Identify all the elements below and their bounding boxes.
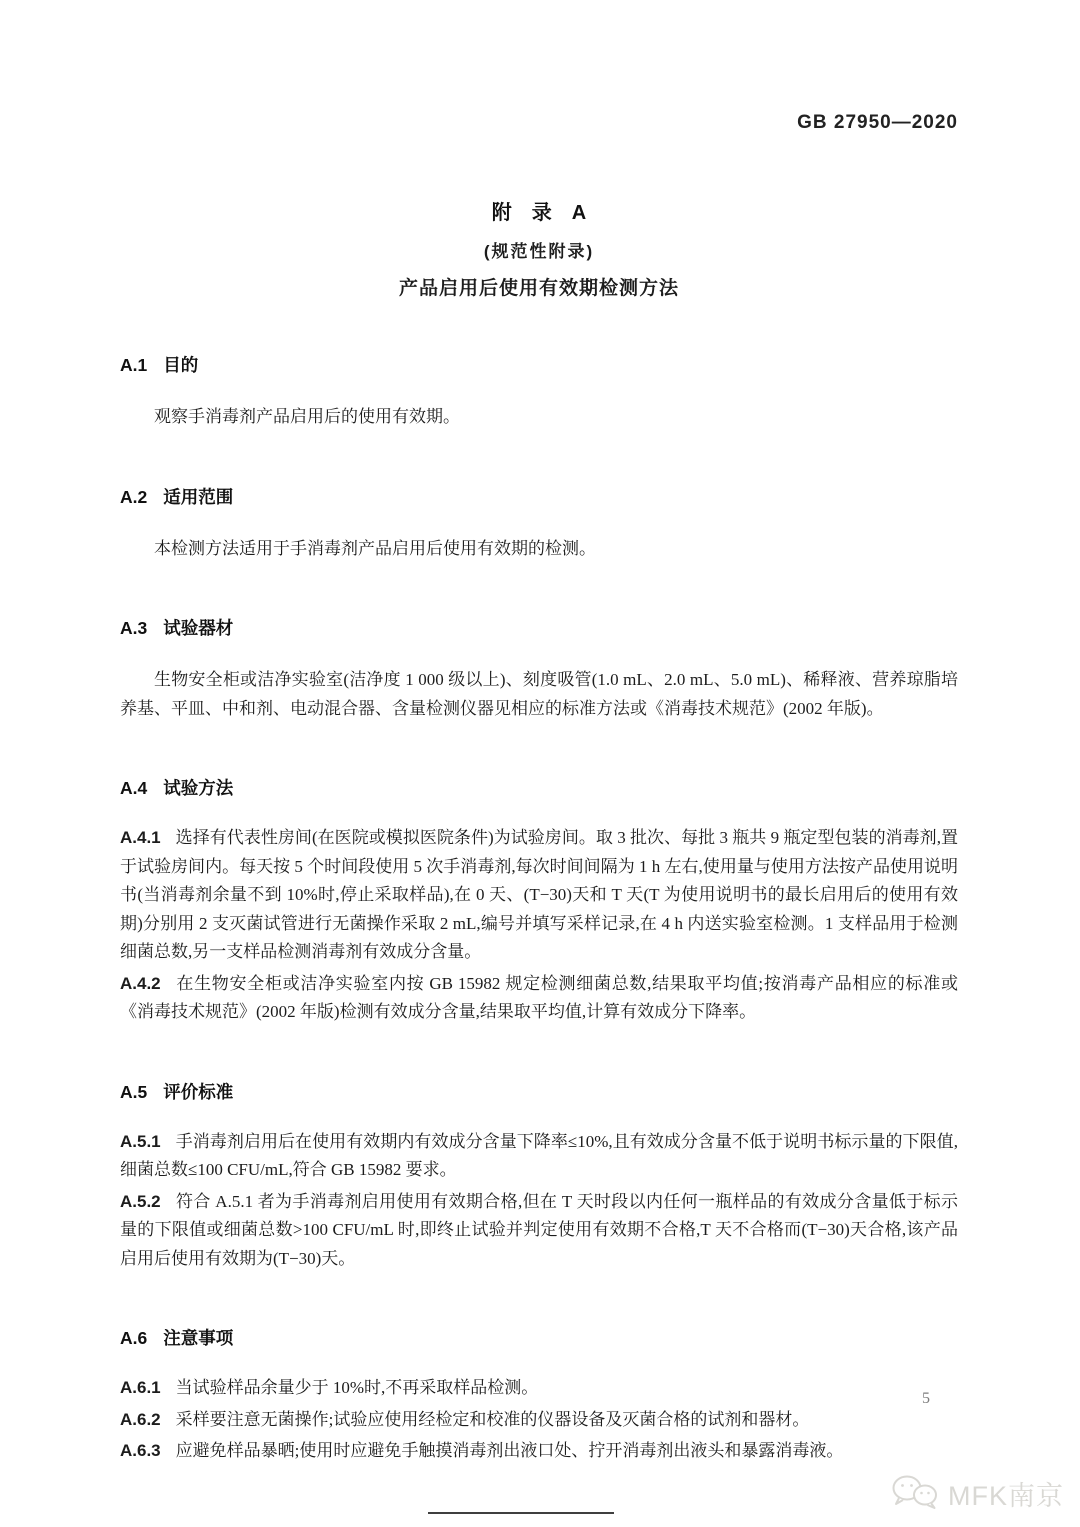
watermark-text: MFK南京 (948, 1480, 1064, 1511)
section-heading-a1 (120, 352, 958, 377)
section-label: A.1 (120, 355, 148, 375)
clause-text: 采样要注意无菌操作;试验应使用经检定和校准的仪器设备及灭菌合格的试剂和器材。 (175, 1409, 810, 1429)
clause-text: 当试验样品余量少于 10%时,不再采取样品检测。 (175, 1378, 539, 1397)
clause-label: A.5.2 (120, 1191, 161, 1211)
clause-text: 选择有代表性房间(在医院或模拟医院条件)为试验房间。取 3 批次、每批 3 瓶共 9 瓶定型包装的消毒剂,置于试验房间内。每天按 5 个时间段使用 5 次手消毒剂,每次时间间隔为 1 h 左右,使用量与使用方法按产品使用说明书(当消毒剂余量不到 10%时,停止采取样品),在 0 天、(T−30)天和 T 天(T 为使用说明书的最长启用后的使用有效期)分别用 2 支灭菌试管进行无菌操作采取 2 mL,编号并填写采样记录,在 4 h 内送实验室检测。1 支样品用于检测细菌总数,另一支样品检测消毒剂有效成分含量。 (120, 828, 958, 961)
section-title: 适用范围 (163, 486, 234, 507)
clause-a52 (120, 1188, 958, 1274)
clause-a42 (120, 970, 958, 1027)
section-heading-a4 (120, 775, 958, 800)
clause-a63 (120, 1437, 958, 1466)
watermark (890, 1473, 1064, 1513)
paragraph: 观察手消毒剂产品启用后的使用有效期。 (154, 407, 460, 426)
paragraph: 生物安全柜或洁净实验室(洁净度 1 000 级以上)、刻度吸管(1.0 mL、2.0 mL、5.0 mL)、稀释液、营养琼脂培养基、平皿、中和剂、电动混合器、含量检测仪器见相应的标准方法或《消毒技术规范》(2002 年版)。 (120, 670, 958, 718)
section-label: A.4 (120, 778, 148, 798)
section-label: A.6 (120, 1328, 148, 1348)
section-title: 注意事项 (163, 1328, 234, 1348)
clause-label: A.6.2 (120, 1409, 161, 1429)
section-heading-a2 (120, 484, 958, 509)
clause-label: A.6.1 (120, 1378, 161, 1397)
clause-text: 手消毒剂启用后在使用有效期内有效成分含量下降率≤10%,且有效成分含量不低于说明书标示量的下限值,细菌总数≤100 CFU/mL,符合 GB 15982 要求。 (120, 1131, 958, 1179)
section-label: A.5 (120, 1081, 148, 1102)
appendix-title: 附 录 A (491, 202, 587, 224)
appendix-subtitle: (规范性附录) (483, 242, 595, 261)
end-of-text-divider (428, 1512, 614, 1514)
wechat-icon (890, 1473, 942, 1513)
clause-a61 (120, 1374, 958, 1403)
section-title: 试验方法 (163, 778, 234, 798)
clause-a62 (120, 1406, 958, 1435)
clause-group-a6 (120, 1374, 958, 1466)
page-number: 5 (922, 1390, 930, 1407)
section-label: A.3 (120, 618, 148, 638)
clause-label: A.4.1 (120, 828, 161, 847)
clause-label: A.5.1 (120, 1131, 161, 1151)
section-heading-a5 (120, 1079, 958, 1104)
section-title: 试验器材 (163, 618, 234, 638)
clause-a41 (120, 824, 958, 967)
clause-text: 符合 A.5.1 者为手消毒剂启用使用有效期合格,但在 T 天时段以内任何一瓶样品的有效成分含量低于标示量的下限值或细菌总数>100 CFU/mL 时,即终止试验并判定使用有效期不合格,T 天不合格而(T−30)天合格,该产品启用后使用有效期为(T−30)天。 (120, 1191, 958, 1268)
standard-code: GB 27950—2020 (797, 112, 958, 133)
clause-group-a4 (120, 824, 958, 1027)
clause-text: 应避免样品暴晒;使用时应避免手触摸消毒剂出液口处、拧开消毒剂出液头和暴露消毒液。 (175, 1441, 844, 1460)
paragraph: 本检测方法适用于手消毒剂产品启用后使用有效期的检测。 (154, 538, 596, 558)
clause-label: A.4.2 (120, 973, 161, 993)
section-heading-a3 (120, 615, 958, 640)
section-heading-a6 (120, 1325, 958, 1350)
section-title: 评价标准 (163, 1081, 234, 1102)
clause-text: 在生物安全柜或洁净实验室内按 GB 15982 规定检测细菌总数,结果取平均值;按消毒产品相应的标准或《消毒技术规范》(2002 年版)检测有效成分含量,结果取平均值,计算有效成分下降率。 (120, 973, 958, 1021)
appendix-name: 产品启用后使用有效期检测方法 (398, 278, 679, 299)
clause-label: A.6.3 (120, 1441, 161, 1460)
section-title: 目的 (163, 355, 199, 375)
section-label: A.2 (120, 486, 148, 507)
clause-a51 (120, 1128, 958, 1185)
clause-group-a5 (120, 1128, 958, 1274)
